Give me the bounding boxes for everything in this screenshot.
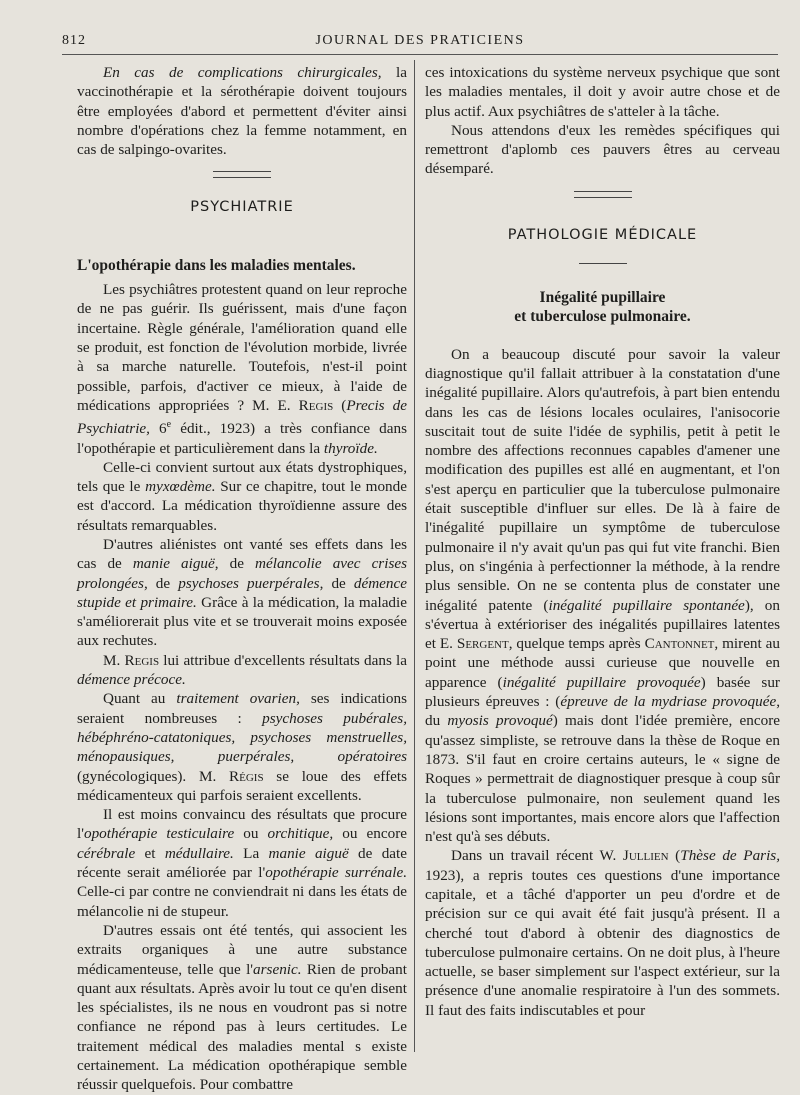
term: psychoses pubérales, hébéphréno-catatoniques, psychoses menstruelles, ménopausiques, puerpérales, opératoires	[77, 709, 407, 766]
term: démence précoce.	[77, 671, 186, 689]
term: inégalité pupillaire provoquée	[502, 673, 701, 691]
term: cérébrale	[77, 844, 136, 862]
ornament-rule	[213, 171, 271, 178]
section-heading-pathologie: PATHOLOGIE MÉDICALE	[507, 226, 698, 243]
text: ou	[234, 825, 268, 843]
header-rule	[62, 54, 778, 55]
paragraph: Nous attendons d'eux les remèdes spécifiques qui remettront d'aplomb ces pauvers êtres au cerveau désemparé.	[425, 121, 780, 178]
term: opothérapie surrénale.	[265, 864, 407, 882]
author-name: Jullien	[622, 847, 669, 865]
term: médullaire.	[164, 844, 234, 862]
term: inégalité pupillaire spontanée	[548, 596, 745, 614]
text: , de	[214, 555, 256, 573]
paragraph	[77, 280, 407, 458]
text: Rien de probant quant aux résultats. Après avoir lu tout ce qu'en disent les spécialistes, ils ne nous en voudront pas si notre confiance ne répond pas à leurs certitudes. Le traitement médical des maladies mental s existe certainement. La médication opothérapique semble réussir quelquefois. Pour combattre	[77, 960, 407, 1094]
author-name: Regis	[124, 651, 160, 669]
text: de date récente serait améliorée par l'	[77, 844, 407, 882]
short-rule	[579, 263, 627, 264]
text: Celle-ci par contre ne conviendrait ni dans les états de mélancolie ni de stupeur.	[77, 883, 407, 920]
intro-paragraph	[77, 63, 407, 159]
term: thyroïde.	[323, 439, 378, 457]
text: M.	[103, 651, 125, 669]
paragraph	[425, 846, 780, 1020]
term: myosis provoqué	[447, 712, 553, 730]
text: , mirent au point une méthode aussi curieuse que nouvelle en apparence (	[425, 635, 780, 691]
term: opothérapie testiculaire	[83, 825, 235, 843]
journal-title: JOURNAL DES PRATICIENS	[315, 33, 525, 48]
term: mélancolie avec crises prolongées	[77, 555, 408, 592]
text: se loue des effets médicamenteux qui parfois seraient excellents.	[77, 767, 407, 804]
book-title: Precis de Psychiatrie,	[77, 396, 407, 438]
paragraph	[77, 921, 407, 1095]
term: démence stupide et primaire.	[77, 574, 407, 611]
paragraph	[77, 689, 407, 805]
article-title-line-2: et tuberculose pulmonaire.	[514, 308, 691, 326]
text: Celle-ci convient surtout aux états dystrophiques, tels que le	[77, 458, 407, 496]
text: D'autres aliénistes ont vanté ses effets dans les cas de	[77, 536, 407, 573]
text: La	[233, 844, 269, 862]
page-number: 812	[62, 33, 86, 48]
term: psychoses puerpérales	[178, 574, 320, 592]
text: ) basée sur plusieurs épreuves : (	[425, 673, 780, 711]
text: Dans un travail récent W.	[451, 847, 623, 865]
text: Sur ce chapitre, tout le monde est d'accord. La médication thyroïdienne assure des résultats remarquables.	[77, 478, 407, 534]
text: , de	[319, 574, 354, 592]
text: (	[668, 847, 681, 865]
text: édit., 1923) a très confiance dans l'opothérapie et particulièrement dans la	[77, 420, 407, 457]
paragraph	[77, 805, 407, 921]
left-column	[77, 63, 407, 1095]
superscript: e	[166, 419, 172, 431]
text: (	[333, 396, 347, 414]
term: épreuve de la mydriase provoquée	[560, 693, 777, 711]
paragraph	[77, 458, 407, 535]
text: , de	[143, 574, 179, 592]
text: 1923), a repris toutes ces questions d'une importance capitale, et a tâché d'apporter un peu d'ordre et de précision sur ce qui avait été fait jusqu'à présent. Il a cherché tout d'abord à obtenir des diagnostics de tuberculose pulmonaire certains. On ne doit plus, à l'heure actuelle, se baser simplement sur l'aspect extérieur, sur la présence d'une anomalie respiratoire à l'un des sommets. Il faut des faits indiscutables et pour	[425, 866, 780, 1019]
text: Grâce à la médication, la maladie s'améliorerait plus vite et se trouverait moins exposée aux rechutes.	[77, 593, 407, 650]
article-title-opotherapie: L'opothérapie dans les maladies mentales.	[77, 256, 356, 274]
term: arsenic.	[253, 960, 302, 978]
term: myxœdème.	[145, 478, 216, 496]
term: manie aiguë	[268, 844, 349, 862]
continued-paragraph: ces intoxications du système nerveux psychique que sont les maladies mentales, il doit y avoir autre chose et de plus actif. Aux psychiâtres de s'atteler à la tâche.	[425, 64, 780, 120]
text: lui attribue d'excellents résultats dans la	[159, 651, 407, 669]
text: Quant au	[103, 690, 177, 708]
intro-lead: En cas de complications chirurgicales,	[103, 64, 382, 81]
section-heading-psychiatrie: PSYCHIATRIE	[190, 199, 294, 216]
text: D'autres essais ont été tentés, qui associent les extraits organiques à une autre substance médicamenteuse, telle que l'	[77, 921, 407, 978]
column-divider	[414, 60, 415, 1052]
paragraph	[77, 651, 407, 690]
author-name: Regis	[298, 396, 334, 414]
article-title-line-1: Inégalité pupillaire	[539, 289, 666, 307]
author-name: Sergent	[456, 635, 509, 653]
text: On a beaucoup discuté pour savoir la valeur diagnostique qu'il fallait attribuer à la constatation d'une inégalité pupillaire. Alors qu'autrefois, à part bien entendu dans les cas de lésions locales oculaires, l'anisocorie suscitait tout de suite l'idée de syphilis, petit à petit le nombre des affections reconnues capables d'amener une modification des pupilles est allé en augmentant, et l'on s'est aperçu en particulier que la tuberculose pulmonaire était susceptible d'influer sur elles. De là à faire de l'inégalité pupillaire un symptôme de tuberculose pulmonaire il n'y avait qu'un pas qui fut vite franchi. Bien plus, on s'ingénia à perfectionner la méthode, à la rendre plus sensible. On ne se contenta plus de constater une inégalité patente (	[425, 345, 780, 614]
running-head	[62, 30, 778, 52]
text: et	[135, 844, 165, 862]
text: ) mais dont l'idée première, encore qu'assez simpliste, se retrouve dans la thèse de Roque en 1873. S'il faut en croire certains auteurs, le « signe de Roques » permettrait de diagnostiquer presque à coup sûr la tuberculose pulmonaire, non seulement quand les lésions sont importantes, mais encore alors que l'affection n'est qu'à ses débuts.	[425, 712, 781, 846]
author-name: Cantonnet	[644, 635, 715, 653]
text: ses indications seraient nombreuses :	[77, 690, 407, 727]
text: 6	[149, 420, 167, 438]
intro-rest: la vaccinothérapie et la sérothérapie doivent toujours être employées d'abord et permettent d'éviter ainsi nombre d'opérations chez la femme notamment, en cas de salpingo-ovarites.	[77, 64, 407, 159]
text: , du	[425, 693, 780, 730]
text: , quelque temps après	[508, 635, 645, 653]
author-name: Régis	[229, 767, 264, 785]
ornament-rule	[574, 191, 632, 198]
right-column	[425, 63, 780, 1020]
term: traitement ovarien,	[176, 690, 300, 708]
text: ), on s'évertua à extérioriser des inégalités pupillaires latentes et E.	[425, 596, 780, 653]
term: orchitique,	[267, 825, 334, 843]
paragraph	[425, 345, 780, 847]
term: Thèse de Paris,	[680, 847, 780, 865]
text: Les psychiâtres protestent quand on leur reproche de ne pas guérir. Ils guérissent, mais d'une façon incertaine. Règle générale, l'amélioration quand elle se produit, est fonction de l'évolution morbide, livrée à sa marche naturelle. Toutefois, n'est-il point possible, parfois, d'activer ce mieux, à l'aide de médications appropriées ? M. E.	[77, 281, 407, 414]
text: ou encore	[333, 825, 407, 843]
text: Il est moins convaincu des résultats que procure l'	[77, 806, 407, 843]
text: (gynécologiques). M.	[77, 767, 229, 785]
term: manie aiguë	[132, 555, 215, 573]
paragraph	[77, 535, 407, 651]
